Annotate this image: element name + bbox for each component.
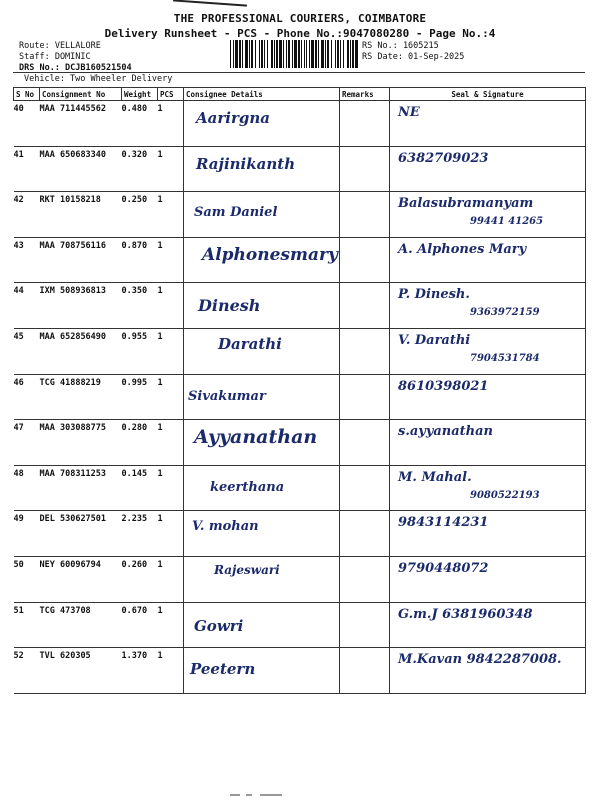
sno-value: 44 — [13, 286, 24, 297]
weight-cell — [122, 374, 158, 420]
barcode — [230, 40, 360, 68]
pcs-cell — [158, 602, 184, 648]
sno-cell — [14, 328, 40, 374]
consignee-cell — [184, 420, 340, 466]
weight-cell — [122, 556, 158, 602]
seal-signature-cell — [390, 420, 586, 466]
consignee-handwriting: Rajeswari — [214, 562, 280, 577]
pcs-value: 1 — [157, 559, 163, 570]
consignment-cell — [40, 465, 122, 511]
consignee-handwriting: Sivakumar — [188, 388, 266, 404]
col-pcs: PCS — [158, 88, 184, 101]
seal-signature-cell — [390, 283, 586, 329]
weight-value: 0.670 — [121, 605, 148, 616]
seal-signature-cell — [390, 511, 586, 557]
table-row — [14, 465, 586, 511]
table-row — [14, 192, 586, 238]
col-seal: Seal & Signature — [390, 88, 586, 101]
sno-value: 46 — [13, 377, 24, 388]
sno-cell — [14, 374, 40, 420]
col-weight: Weight — [122, 88, 158, 101]
weight-value: 2.235 — [121, 514, 148, 525]
signature-handwriting: 9843114231 — [398, 515, 489, 531]
signature-handwriting: M. Mahal. — [398, 469, 472, 485]
weight-value: 0.250 — [121, 195, 148, 206]
consignment-cell — [40, 101, 122, 147]
sno-value: 52 — [13, 651, 24, 662]
consignment-cell — [40, 648, 122, 694]
consignment-cell — [40, 374, 122, 420]
col-consignee: Consignee Details — [184, 88, 340, 101]
table-header — [14, 88, 586, 101]
table-row — [14, 146, 586, 192]
sno-value: 40 — [13, 104, 24, 114]
consignment-cell — [40, 602, 122, 648]
runsheet-subtitle: Delivery Runsheet - PCS - Phone No.:9047080280 - Page No.:4 — [104, 27, 496, 40]
consignee-cell — [184, 146, 340, 192]
remarks-cell — [340, 192, 390, 238]
consignee-cell — [184, 602, 340, 648]
weight-cell — [122, 192, 158, 238]
consignment-cell — [40, 192, 122, 238]
sno-value: 43 — [13, 240, 24, 251]
sno-cell — [14, 511, 40, 557]
rs-number: RS No.: 1605215 — [362, 41, 439, 51]
consignment-value: NEY 60096794 — [39, 559, 101, 570]
table-row — [14, 511, 586, 557]
table-row — [14, 101, 586, 147]
consignee-cell — [184, 237, 340, 283]
sno-cell — [14, 556, 40, 602]
table-row — [14, 648, 586, 694]
sno-value: 47 — [13, 423, 24, 434]
weight-cell — [122, 101, 158, 147]
scan-mark — [173, 0, 247, 7]
consignee-cell — [184, 511, 340, 557]
vehicle-label: Vehicle: Two Wheeler Delivery — [24, 74, 173, 84]
sno-value: 49 — [13, 514, 24, 525]
company-title: THE PROFESSIONAL COURIERS, COIMBATORE — [173, 12, 427, 25]
consignment-value: TVL 620305 — [39, 651, 91, 662]
consignee-handwriting: Peetern — [190, 660, 256, 679]
sno-value: 48 — [13, 468, 24, 479]
col-sno: S No — [14, 88, 40, 101]
remarks-cell — [340, 511, 390, 557]
signature-handwriting-line2: 99441 41265 — [470, 216, 544, 228]
consignee-cell — [184, 328, 340, 374]
weight-cell — [122, 283, 158, 329]
seal-signature-cell — [390, 237, 586, 283]
pcs-cell — [158, 420, 184, 466]
col-remarks: Remarks — [340, 88, 390, 101]
sno-cell — [14, 648, 40, 694]
sno-cell — [14, 237, 40, 283]
weight-value: 0.280 — [121, 423, 148, 434]
table-row — [14, 374, 586, 420]
pcs-value: 1 — [157, 423, 163, 434]
seal-signature-cell — [390, 192, 586, 238]
runsheet-table — [13, 87, 586, 694]
consignment-cell — [40, 511, 122, 557]
table-row — [14, 283, 586, 329]
seal-signature-cell — [390, 648, 586, 694]
rs-date: RS Date: 01-Sep-2025 — [362, 52, 465, 62]
pcs-value: 1 — [157, 286, 163, 297]
weight-cell — [122, 511, 158, 557]
consignment-value: TCG 41888219 — [39, 377, 101, 388]
weight-value: 0.145 — [121, 468, 148, 479]
weight-value: 0.955 — [121, 331, 148, 342]
seal-signature-cell — [390, 374, 586, 420]
table-row — [14, 420, 586, 466]
weight-value: 1.370 — [121, 651, 148, 662]
consignment-cell — [40, 556, 122, 602]
consignment-value: MAA 652856490 — [39, 331, 107, 342]
remarks-cell — [340, 283, 390, 329]
consignment-value: IXM 508936813 — [39, 286, 107, 297]
weight-value: 0.480 — [121, 104, 148, 114]
pcs-cell — [158, 192, 184, 238]
weight-cell — [122, 420, 158, 466]
sno-value: 42 — [13, 195, 24, 206]
sno-value: 51 — [13, 605, 24, 616]
consignee-handwriting: V. mohan — [192, 519, 259, 535]
sno-cell — [14, 602, 40, 648]
pcs-cell — [158, 511, 184, 557]
signature-handwriting: 6382709023 — [398, 150, 489, 166]
pcs-cell — [158, 283, 184, 329]
sno-cell — [14, 192, 40, 238]
signature-handwriting: s.ayyanathan — [398, 424, 494, 440]
consignment-cell — [40, 237, 122, 283]
pcs-value: 1 — [157, 240, 163, 251]
pcs-value: 1 — [157, 468, 163, 479]
consignment-value: TCG 473708 — [39, 605, 91, 616]
consignment-cell — [40, 328, 122, 374]
weight-value: 0.995 — [121, 377, 148, 388]
remarks-cell — [340, 602, 390, 648]
pcs-cell — [158, 648, 184, 694]
footer-scan-mark — [230, 793, 310, 797]
signature-handwriting: A. Alphones Mary — [398, 241, 527, 257]
consignee-handwriting: Dinesh — [198, 296, 261, 316]
signature-handwriting-line2: 7904531784 — [470, 352, 540, 364]
signature-handwriting: M.Kavan 9842287008. — [398, 652, 562, 668]
col-consignment: Consignment No — [40, 88, 122, 101]
weight-cell — [122, 237, 158, 283]
seal-signature-cell — [390, 101, 586, 147]
remarks-cell — [340, 328, 390, 374]
signature-handwriting: 9790448072 — [398, 560, 489, 576]
table-row — [14, 556, 586, 602]
remarks-cell — [340, 556, 390, 602]
consignee-cell — [184, 374, 340, 420]
seal-signature-cell — [390, 465, 586, 511]
pcs-cell — [158, 328, 184, 374]
weight-cell — [122, 602, 158, 648]
remarks-cell — [340, 374, 390, 420]
consignment-value: MAA 650683340 — [39, 149, 107, 160]
pcs-cell — [158, 465, 184, 511]
consignee-cell — [184, 192, 340, 238]
consignee-handwriting: Darathi — [218, 334, 282, 353]
consignment-cell — [40, 146, 122, 192]
sno-cell — [14, 465, 40, 511]
sno-cell — [14, 146, 40, 192]
signature-handwriting: V. Darathi — [398, 332, 471, 348]
pcs-value: 1 — [157, 651, 163, 662]
weight-value: 0.870 — [121, 240, 148, 251]
consignee-cell — [184, 556, 340, 602]
consignee-cell — [184, 101, 340, 147]
seal-signature-cell — [390, 328, 586, 374]
signature-handwriting: Balasubramanyam — [398, 196, 534, 212]
remarks-cell — [340, 420, 390, 466]
consignee-handwriting: Gowri — [194, 616, 244, 635]
consignee-handwriting: Rajinikanth — [196, 154, 296, 173]
pcs-cell — [158, 146, 184, 192]
pcs-value: 1 — [157, 377, 163, 388]
pcs-value: 1 — [157, 104, 163, 114]
signature-handwriting: P. Dinesh. — [398, 287, 470, 303]
weight-value: 0.350 — [121, 286, 148, 297]
seal-signature-cell — [390, 146, 586, 192]
consignee-handwriting: Ayyanathan — [194, 426, 318, 449]
consignment-value: MAA 303088775 — [39, 423, 107, 434]
pcs-value: 1 — [157, 195, 163, 206]
route-label: Route: VELLALORE — [19, 41, 101, 51]
remarks-cell — [340, 648, 390, 694]
consignee-cell — [184, 465, 340, 511]
pcs-value: 1 — [157, 605, 163, 616]
staff-label: Staff: DOMINIC — [19, 52, 91, 62]
consignment-cell — [40, 283, 122, 329]
pcs-value: 1 — [157, 331, 163, 342]
sno-cell — [14, 101, 40, 147]
consignee-cell — [184, 283, 340, 329]
weight-cell — [122, 328, 158, 374]
table-row — [14, 602, 586, 648]
remarks-cell — [340, 146, 390, 192]
consignment-cell — [40, 420, 122, 466]
remarks-cell — [340, 237, 390, 283]
sno-cell — [14, 420, 40, 466]
consignment-value: DEL 530627501 — [39, 514, 107, 525]
signature-handwriting: NE — [398, 105, 420, 120]
signature-handwriting: 8610398021 — [398, 378, 489, 394]
weight-value: 0.260 — [121, 559, 148, 570]
pcs-value: 1 — [157, 149, 163, 160]
consignment-value: MAA 708311253 — [39, 468, 107, 479]
seal-signature-cell — [390, 602, 586, 648]
table-row — [14, 237, 586, 283]
consignee-cell — [184, 648, 340, 694]
remarks-cell — [340, 465, 390, 511]
table-row — [14, 328, 586, 374]
sno-value: 45 — [13, 331, 24, 342]
signature-handwriting-line2: 9363972159 — [470, 307, 540, 319]
drs-label: DRS No.: DCJB160521504 — [19, 63, 132, 73]
weight-value: 0.320 — [121, 149, 148, 160]
consignee-handwriting: Aarirgna — [196, 109, 270, 127]
pcs-cell — [158, 374, 184, 420]
consignment-value: RKT 10158218 — [39, 195, 101, 206]
pcs-value: 1 — [157, 514, 163, 525]
remarks-cell — [340, 101, 390, 147]
sno-value: 41 — [13, 149, 24, 160]
signature-handwriting-line2: 9080522193 — [470, 489, 540, 501]
consignment-value: MAA 708756116 — [39, 240, 107, 251]
weight-cell — [122, 465, 158, 511]
consignee-handwriting: Sam Daniel — [194, 205, 278, 221]
consignee-handwriting: Alphonesmary — [202, 244, 338, 265]
seal-signature-cell — [390, 556, 586, 602]
pcs-cell — [158, 237, 184, 283]
pcs-cell — [158, 556, 184, 602]
signature-handwriting: G.m.J 6381960348 — [398, 606, 533, 622]
weight-cell — [122, 648, 158, 694]
pcs-cell — [158, 101, 184, 147]
consignment-value: MAA 711445562 — [39, 104, 107, 114]
sno-value: 50 — [13, 559, 24, 570]
sno-cell — [14, 283, 40, 329]
consignee-handwriting: keerthana — [210, 479, 285, 495]
weight-cell — [122, 146, 158, 192]
